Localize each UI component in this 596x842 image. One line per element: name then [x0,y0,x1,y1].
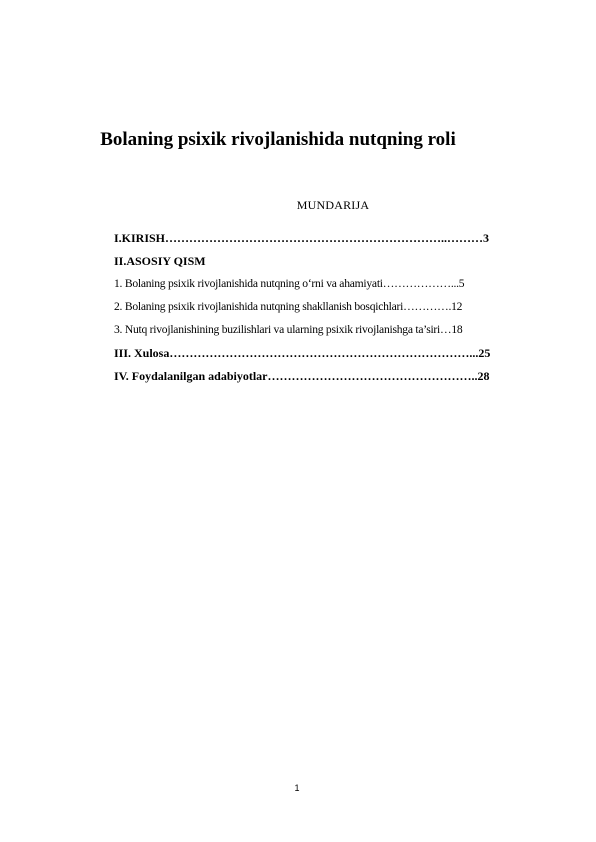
toc-entry-adabiyotlar [114,367,554,390]
page-number: 1 [294,783,300,793]
toc-entry-section-2 [114,298,554,321]
toc-entry-kirish [114,229,554,252]
toc-entry-text: IV. Foydalanilgan adabiyotlar……………………………………………..28 [114,369,490,383]
toc-entry-section-1 [114,275,554,298]
toc-entry-text: 2. Bolaning psixik rivojlanishida nutqning shakllanish bosqichlari………….12 [114,300,463,313]
toc-entry-text: 1. Bolaning psixik rivojlanishida nutqning o‘rni va ahamiyati………………...5 [114,277,465,290]
toc-entry-text: 3. Nutq rivojlanishining buzilishlari va ularning psixik rivojlanishga ta’siri…18 [114,323,463,336]
toc-entry-xulosa [114,344,554,367]
toc-entry-text: I.KIRISH……………………………………………………………..………3 [114,231,490,245]
toc-entry-section-3 [114,321,554,344]
toc-heading: MUNDARIJA [296,198,370,212]
document-title: Bolaning psixik rivojlanishida nutqning roli [100,129,456,150]
toc-entry-asosiy-qism [114,252,554,275]
toc-entry-text: II.ASOSIY QISM [114,254,206,268]
toc-entry-text: III. Xulosa…………………………………………………………………...25 [114,346,491,360]
table-of-contents [114,229,554,390]
